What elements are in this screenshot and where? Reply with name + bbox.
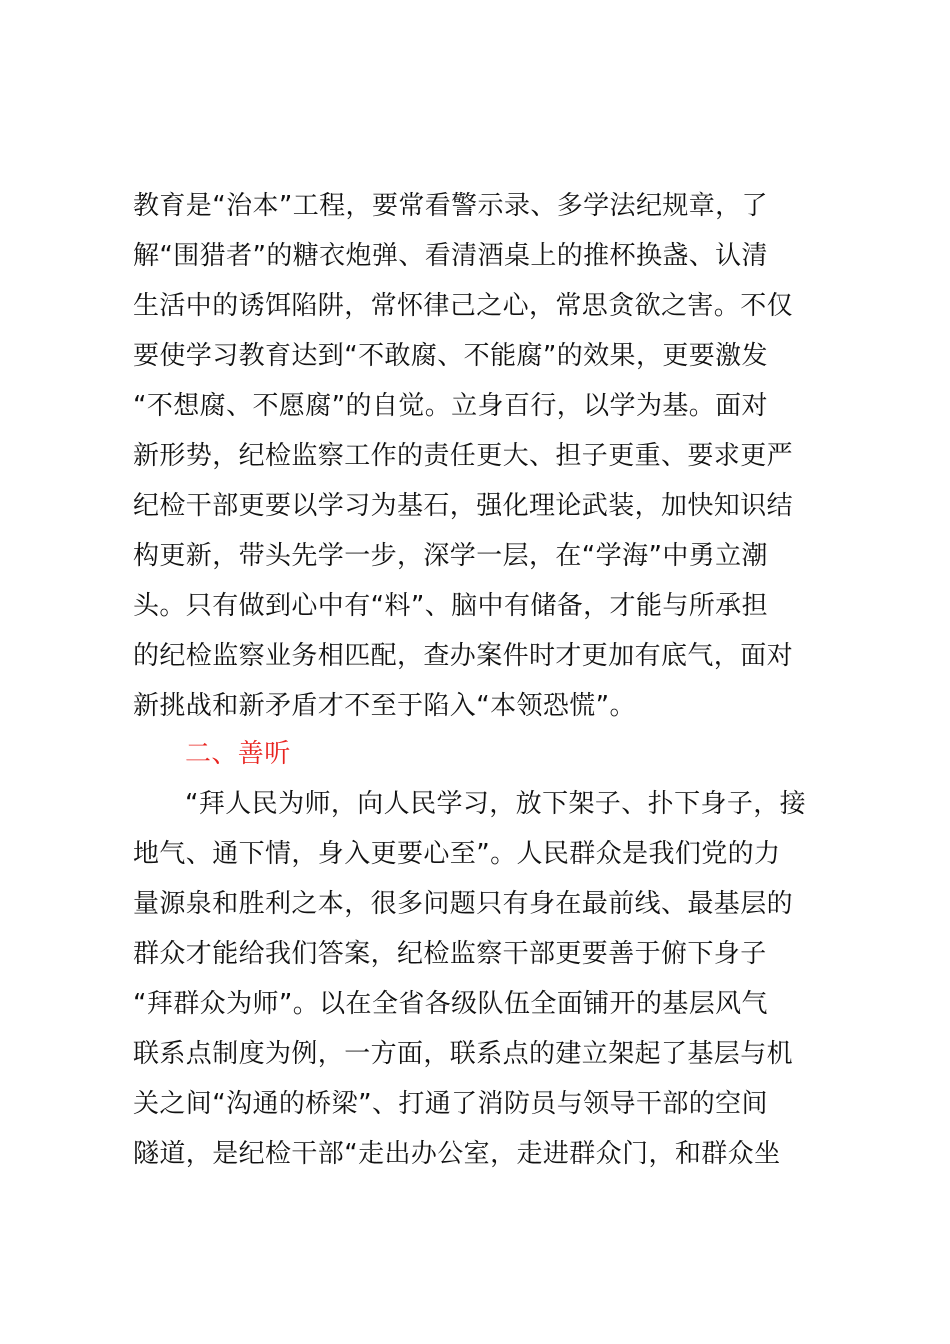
text-line: 群众才能给我们答案，纪检监察干部更要善于俯下身子 [133,939,767,969]
text-line: 新形势，纪检监察工作的责任更大、担子更重、要求更严 [133,441,794,471]
text-line: 教育是“治本”工程，要常看警示录、多学法纪规章，了 [133,191,768,221]
text-line: “拜人民为师，向人民学习，放下架子、扑下身子，接 [185,789,807,819]
text-line: 生活中的诱饵陷阱，常怀律己之心，常思贪欲之害。不仅 [133,291,794,321]
text-line: 隧道，是纪检干部“走出办公室，走进群众门，和群众坐 [133,1139,781,1169]
text-line: 联系点制度为例，一方面，联系点的建立架起了基层与机 [133,1039,794,1069]
text-line: 纪检干部更要以学习为基石，强化理论武装，加快知识结 [133,491,794,521]
text-line: 关之间“沟通的桥梁”、打通了消防员与领导干部的空间 [133,1089,768,1119]
section-heading: 二、善听 [185,739,291,769]
text-line: 要使学习教育达到“不敢腐、不能腐”的效果，更要激发 [133,341,768,371]
text-line: 解“围猎者”的糖衣炮弹、看清酒桌上的推杯换盏、认清 [133,241,768,271]
text-line: 头。只有做到心中有“料”、脑中有储备，才能与所承担 [133,591,768,621]
text-line: “拜群众为师”。以在全省各级队伍全面铺开的基层风气 [133,989,768,1019]
text-line: 新挑战和新矛盾才不至于陷入“本领恐慌”。 [133,691,636,721]
body-paragraph-1 [133,181,845,731]
body-paragraph-2 [133,779,845,1179]
text-line: 量源泉和胜利之本，很多问题只有身在最前线、最基层的 [133,889,794,919]
text-line: 地气、通下情，身入更要心至”。人民群众是我们党的力 [133,839,781,869]
text-line: 的纪检监察业务相匹配，查办案件时才更加有底气，面对 [133,641,794,671]
text-line: 构更新，带头先学一步，深学一层，在“学海”中勇立潮 [133,541,768,571]
text-line: “不想腐、不愿腐”的自觉。立身百行，以学为基。面对 [133,391,768,421]
